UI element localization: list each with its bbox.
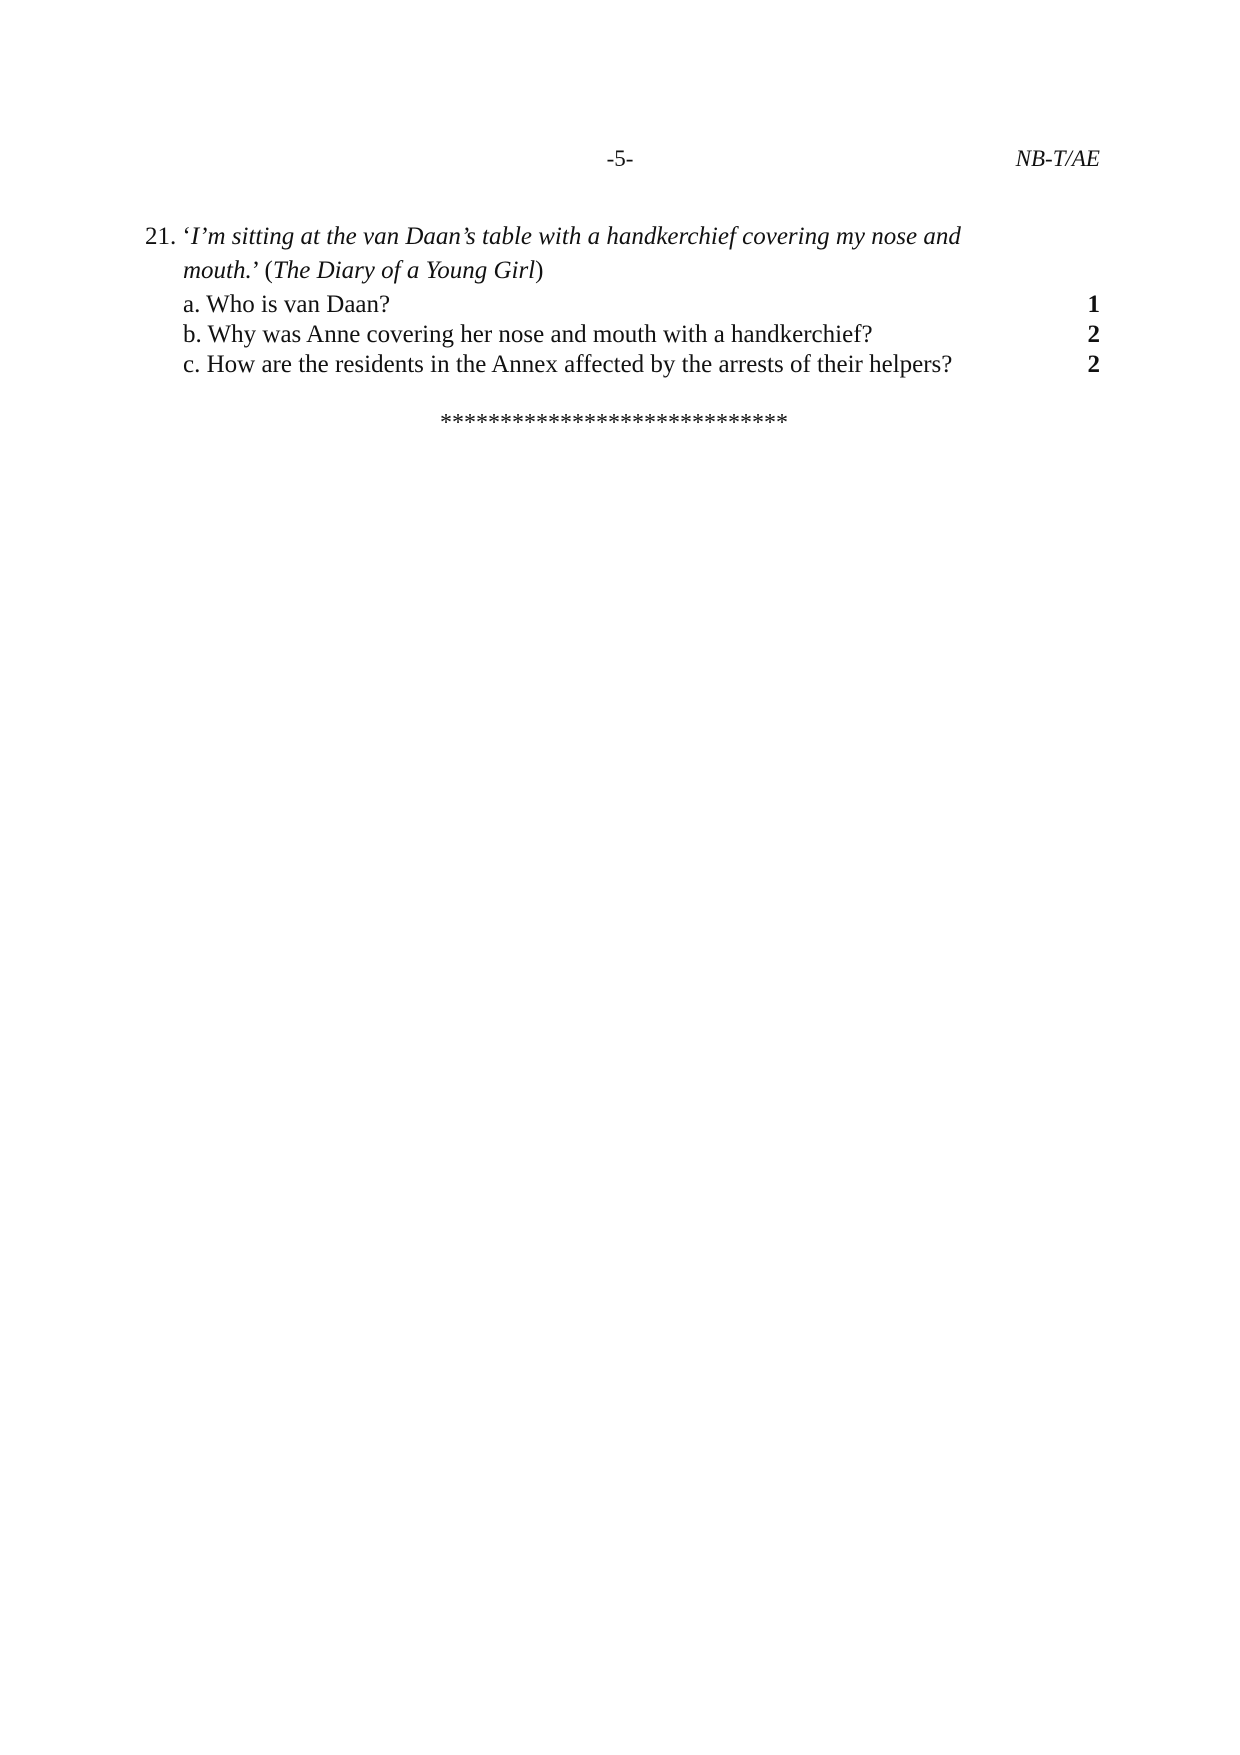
subquestion-a bbox=[183, 290, 1100, 320]
page-number: -5- bbox=[606, 146, 634, 171]
question-line-2 bbox=[145, 254, 1100, 288]
source-close-paren: ) bbox=[535, 257, 544, 284]
question-21 bbox=[145, 220, 1100, 380]
question-line-1 bbox=[145, 220, 1100, 254]
subquestion-marks: 2 bbox=[1087, 321, 1100, 348]
subquestion-list bbox=[145, 290, 1100, 380]
quote-line-1: I’m sitting at the van Daan’s table with a handkerchief covering my nose and bbox=[190, 223, 961, 250]
end-of-paper-marker: ***************************** bbox=[440, 410, 788, 436]
subquestion-b bbox=[183, 320, 1100, 350]
subquestion-text: a. Who is van Daan? bbox=[183, 291, 391, 318]
quote-line-2: mouth. bbox=[183, 257, 252, 284]
subquestion-marks: 1 bbox=[1087, 291, 1100, 318]
subquestion-text: c. How are the residents in the Annex affected by the arrests of their helpers? bbox=[183, 351, 953, 378]
document-code: NB-T/AE bbox=[1015, 146, 1100, 171]
subquestion-marks: 2 bbox=[1087, 351, 1100, 378]
subquestion-text: b. Why was Anne covering her nose and mouth with a handkerchief? bbox=[183, 321, 873, 348]
open-quote: ‘ bbox=[182, 223, 191, 250]
close-quote: ’ bbox=[251, 257, 259, 284]
source-open-paren: ( bbox=[264, 257, 273, 284]
question-number: 21. bbox=[145, 223, 177, 250]
source-title: The Diary of a Young Girl bbox=[272, 257, 536, 284]
subquestion-c bbox=[183, 350, 1100, 380]
